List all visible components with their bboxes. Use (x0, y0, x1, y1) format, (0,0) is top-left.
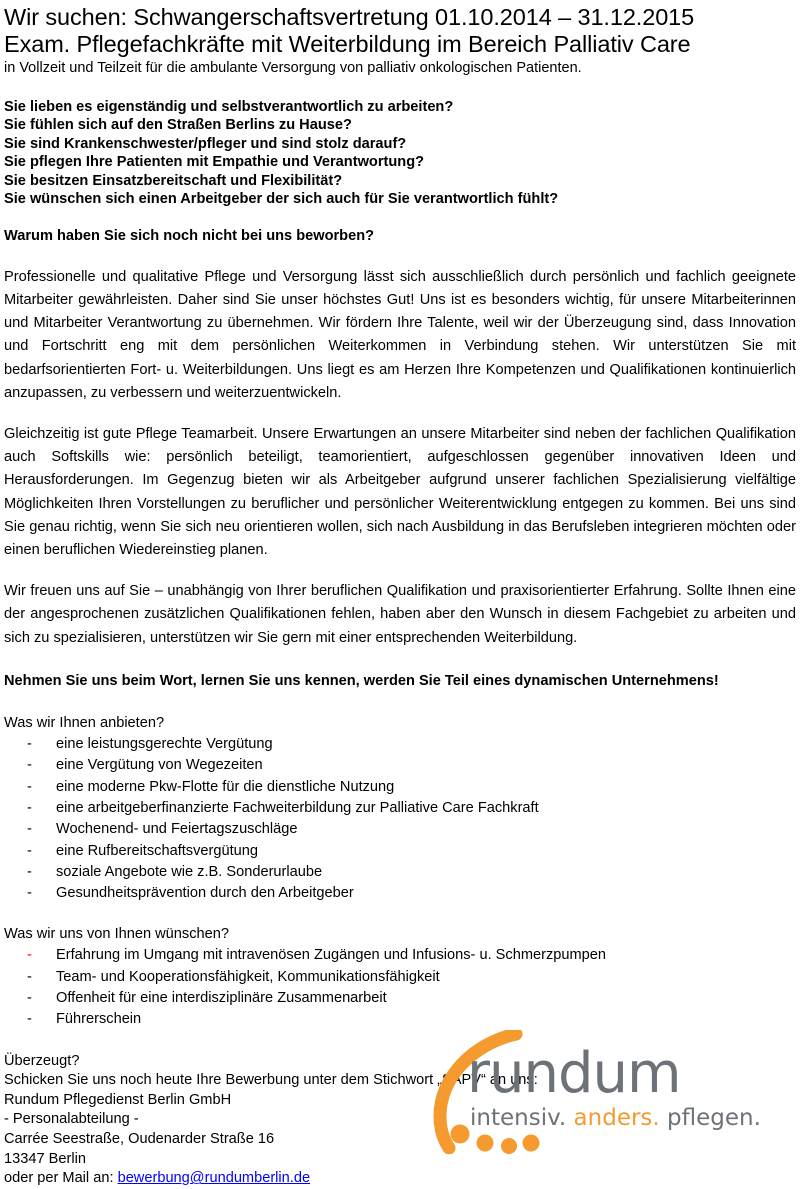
offers-heading: Was wir Ihnen anbieten? (4, 715, 165, 732)
requirements-list (4, 945, 796, 1030)
list-item (4, 1009, 796, 1030)
bullet-dash-icon: - (27, 757, 32, 774)
call-to-action-text: Nehmen Sie uns beim Wort, lernen Sie uns kennen, werden Sie Teil eines dynamischen Unternehmens! (4, 672, 719, 689)
department-line: - Personalabteilung - (4, 1111, 139, 1128)
body-paragraph-2: Gleichzeitig ist gute Pflege Teamarbeit. Unsere Erwartungen an unsere Mitarbeiter sind neben der fachlichen Qualifikation auch Softskills wie: persönlich beteiligt, teamorientiert, aufgeschlossen gegenüber innovativen Ideen und Herausforderungen. Im Gegenzug bieten wir als Arbeitgeber aufgrund unserer fachlichen Spezialisierung vielfältige Möglichkeiten Ihren Vorstellungen zu beruflicher und persönlicher Weiterentwicklung entgegen zu kommen. Bei uns sind Sie genau richtig, wenn Sie sich neu orientieren wollen, sich nach Ausbildung in das Berufsleben integrieren möchten oder einen beruflichen Wiedereinstieg planen. (4, 426, 796, 559)
logo-tagline-part-1: intensiv. (470, 1105, 574, 1131)
question-item: Sie lieben es eigenständig und selbstverantwortlich zu arbeiten? (4, 99, 454, 115)
instruction-line: Schicken Sie uns noch heute Ihre Bewerbung unter dem Stichwort „SAPV“ an uns: (4, 1072, 538, 1089)
list-item-label: eine Rufbereitschaftsvergütung (56, 842, 259, 859)
page-subtitle: in Vollzeit und Teilzeit für die ambulante Versorgung von palliativ onkologischen Patienten. (4, 60, 582, 76)
list-item (4, 967, 796, 988)
list-item (4, 862, 796, 883)
logo-tagline-part-2: anders. (573, 1105, 660, 1131)
list-item-label: Offenheit für eine interdisziplinäre Zusammenarbeit (56, 990, 387, 1007)
question-item: Sie besitzen Einsatzbereitschaft und Flexibilität? (4, 172, 343, 189)
body-paragraph-3: Wir freuen uns auf Sie – unabhängig von Ihrer beruflichen Qualifikation und praxisorientierter Erfahrung. Sollte Ihnen eine der angesprochenen zusätzlichen Qualifikationen fehlen, haben aber den Wunsch in diesem Fachgebiet zu arbeiten und sich zu spezialisieren, unterstützen wir Sie gern mit einer entsprechenden Weiterbildung. (4, 583, 796, 646)
title-line-2: Exam. Pflegefachkräfte mit Weiterbildung im Bereich Palliativ Care (4, 31, 691, 57)
email-prefix-label: oder per Mail an: (4, 1170, 118, 1187)
closing-question: Warum haben Sie sich noch nicht bei uns beworben? (4, 228, 375, 245)
page-title (4, 4, 796, 58)
street-address: Carrée Seestraße, Oudenarder Straße 16 (4, 1131, 275, 1148)
list-item (4, 777, 796, 798)
email-link[interactable]: bewerbung@rundumberlin.de (117, 1170, 311, 1187)
list-item (4, 841, 796, 862)
convinced-line: Überzeugt? (4, 1052, 80, 1069)
list-item-label: Gesundheitsprävention durch den Arbeitgeber (56, 885, 354, 902)
list-item (4, 734, 796, 755)
rundum-logo (424, 1030, 796, 1154)
logo-wordmark: rundum (467, 1041, 681, 1106)
bullet-dash-icon: - (27, 885, 32, 902)
logo-dot-icon (523, 1135, 540, 1152)
company-name: Rundum Pflegedienst Berlin GmbH (4, 1091, 232, 1108)
list-item-label: soziale Angebote wie z.B. Sonderurlaube (56, 863, 323, 880)
list-item-label: eine leistungsgerechte Vergütung (56, 736, 273, 753)
offers-list (4, 734, 796, 904)
list-item (4, 819, 796, 840)
question-item: Sie wünschen sich einen Arbeitgeber der sich auch für Sie verantwortlich fühlt? (4, 191, 559, 208)
bullet-dash-icon: - (27, 968, 32, 985)
list-item (4, 755, 796, 776)
bullet-dash-icon: - (27, 736, 32, 753)
bullet-dash-icon: - (27, 821, 32, 838)
logo-tagline (470, 1105, 761, 1131)
logo-dot-icon (477, 1135, 494, 1152)
list-item-label: Erfahrung im Umgang mit intravenösen Zugängen und Infusions- u. Schmerzpumpen (56, 947, 606, 964)
bullet-dash-icon: - (27, 1011, 32, 1028)
logo-tagline-part-3: pflegen. (659, 1105, 761, 1131)
question-item: Sie sind Krankenschwester/pfleger und sind stolz darauf? (4, 135, 407, 152)
title-line-1: Wir suchen: Schwangerschaftsvertretung 01.10.2014 – 31.12.2015 (4, 4, 695, 30)
bullet-dash-icon: - (27, 990, 32, 1007)
bullet-dash-icon: - (27, 778, 32, 795)
body-paragraph-1: Professionelle und qualitative Pflege und Versorgung lässt sich ausschließlich durch persönlich und fachlich geeignete Mitarbeiter gewährleisten. Daher sind Sie unser höchstes Gut! Uns ist es besonders wichtig, für unsere Mitarbeiterinnen und Mitarbeiter Verantwortung zu übernehmen. Wir fördern Ihre Talente, weil wir der Überzeugung sind, dass Innovation und Fortschritt eng mit dem persönlichen Weiterkommen in Verbindung stehen. Wir unterstützen Sie mit bedarfsorientierten Fort- u. Weiterbildungen. Uns liegt es am Herzen Ihre Kompetenzen und Qualifikationen kontinuierlich anzupassen, zu verbessern und weiterzuentwickeln. (4, 268, 796, 401)
logo-dot-icon (501, 1138, 517, 1154)
requirements-heading: Was wir uns von Ihnen wünschen? (4, 926, 229, 943)
list-item-label: Team- und Kooperationsfähigkeit, Kommunikationsfähigkeit (56, 968, 440, 985)
list-item-label: eine arbeitgeberfinanzierte Fachweiterbildung zur Palliative Care Fachkraft (56, 799, 539, 816)
question-list (4, 98, 796, 246)
list-item-label: eine moderne Pkw-Flotte für die dienstliche Nutzung (56, 778, 395, 795)
call-to-action (4, 670, 796, 693)
city-address: 13347 Berlin (4, 1150, 86, 1167)
bullet-dash-icon: - (27, 863, 32, 880)
list-item-label: Führerschein (56, 1011, 142, 1028)
list-item (4, 798, 796, 819)
question-item: Sie fühlen sich auf den Straßen Berlins zu Hause? (4, 117, 352, 134)
bullet-dash-icon: - (27, 947, 32, 964)
bullet-dash-icon: - (27, 799, 32, 816)
list-item (4, 988, 796, 1009)
logo-dot-icon (451, 1125, 470, 1144)
email-line (4, 1169, 796, 1189)
bullet-dash-icon: - (27, 842, 32, 859)
list-item-label: eine Vergütung von Wegezeiten (56, 757, 263, 774)
list-item-label: Wochenend- und Feiertagszuschläge (56, 821, 298, 838)
question-item: Sie pflegen Ihre Patienten mit Empathie und Verantwortung? (4, 154, 425, 171)
list-item (4, 883, 796, 904)
list-item (4, 945, 796, 966)
